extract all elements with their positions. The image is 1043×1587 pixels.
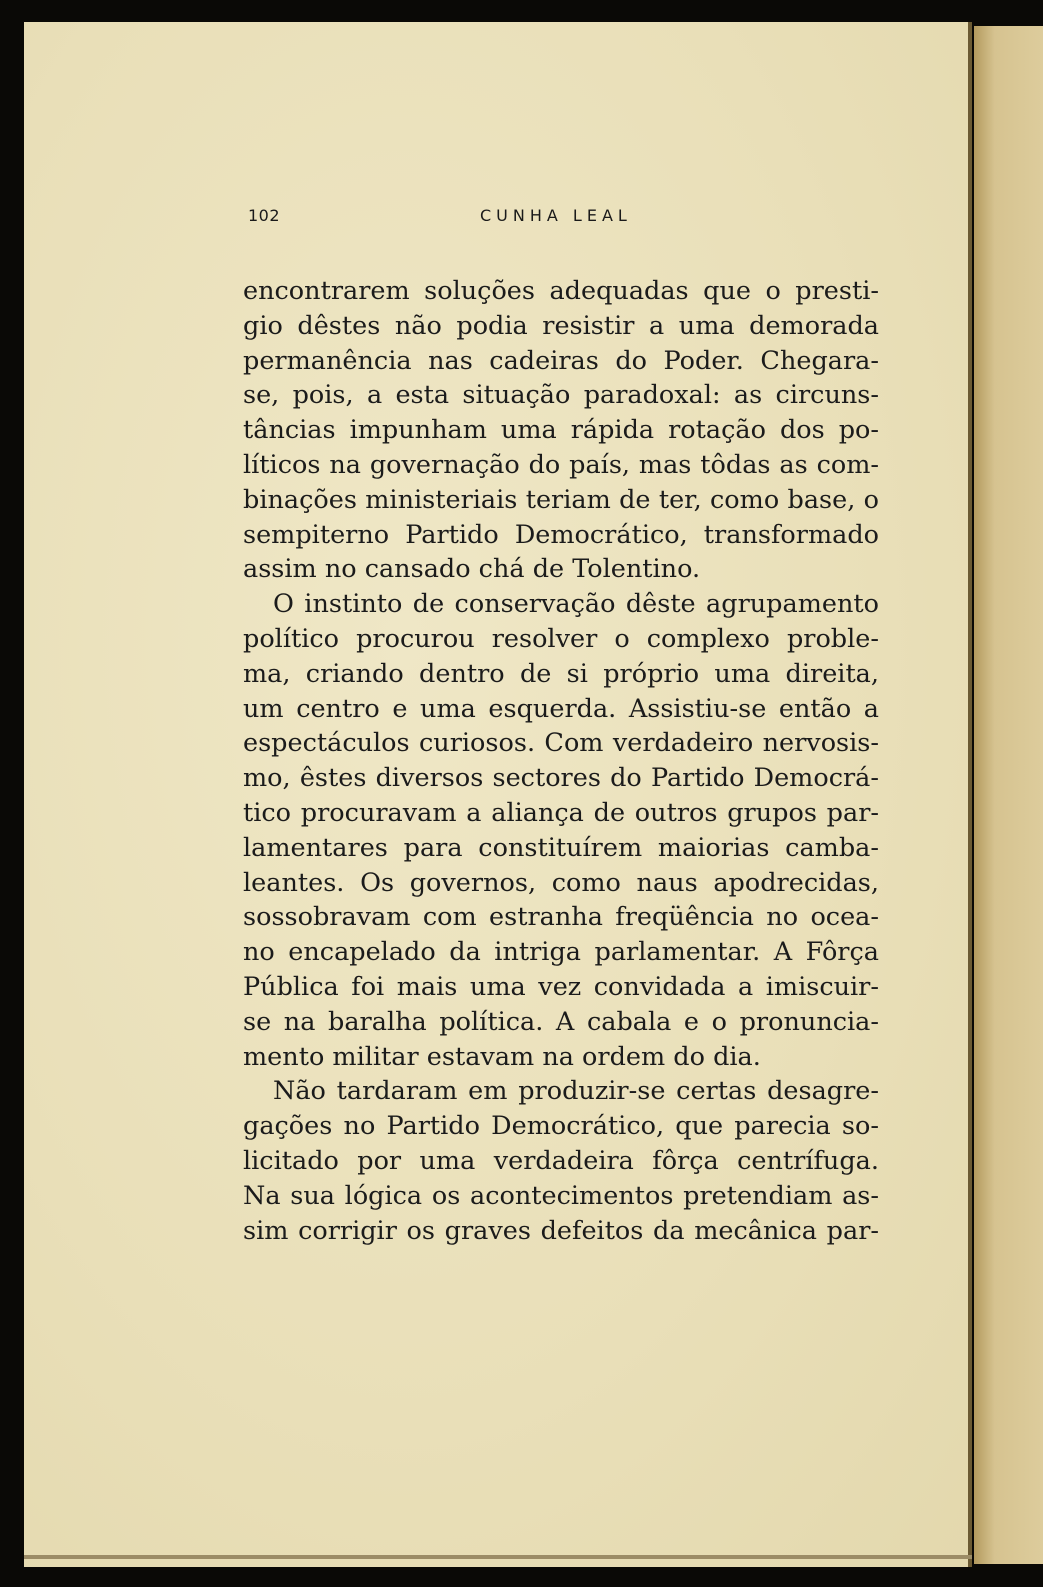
text-line: mento militar estavam na ordem do dia. (243, 1041, 761, 1072)
text-line: leantes. Os governos, como naus apodrecidas, (243, 867, 879, 898)
text-line: sempiterno Partido Democrático, transformado (243, 519, 879, 550)
page-bottom-edge (24, 1555, 972, 1559)
text-line: encontrarem soluções adequadas que o presti- (243, 276, 879, 306)
text-line: O instinto de conservação dêste agrupamento (273, 589, 879, 620)
text-line: um centro e uma esquerda. Assistiu-se então a (243, 693, 879, 724)
running-header (248, 206, 888, 230)
adjacent-page-edge (974, 26, 1043, 1564)
body-text (243, 274, 879, 1248)
text-line: permanência nas cadeiras do Poder. Chegara- (243, 345, 879, 376)
text-line: sim corrigir os graves defeitos da mecânica par- (243, 1215, 879, 1246)
text-line: espectáculos curiosos. Com verdadeiro nervosis- (243, 728, 879, 759)
text-line: líticos na governação do país, mas tôdas as com- (243, 449, 879, 480)
text-line: Pública foi mais uma vez convidada a imiscuir- (243, 971, 879, 1002)
text-line: gações no Partido Democrático, que parecia so- (243, 1111, 879, 1142)
text-line: tâncias impunham uma rápida rotação dos po- (243, 415, 879, 446)
text-line: ma, criando dentro de si próprio uma direita, (243, 658, 879, 689)
text-line: assim no cansado chá de Tolentino. (243, 554, 701, 585)
page-gutter (968, 22, 972, 1567)
text-line: se, pois, a esta situação paradoxal: as circuns- (243, 380, 879, 411)
text-line: licitado por uma verdadeira fôrça centrífuga. (243, 1145, 879, 1176)
text-line: binações ministeriais teriam de ter, como base, o (243, 484, 879, 515)
text-line: Não tardaram em produzir-se certas desagre- (273, 1076, 879, 1107)
text-line: político procurou resolver o complexo proble- (243, 623, 879, 654)
text-line: Na sua lógica os acontecimentos pretendiam as- (243, 1180, 879, 1211)
text-line: sossobravam com estranha freqüência no ocea- (243, 902, 879, 933)
text-line: gio dêstes não podia resistir a uma demorada (243, 310, 879, 341)
text-line: mo, êstes diversos sectores do Partido Democrá- (243, 763, 879, 794)
running-title: CUNHA LEAL (480, 206, 632, 225)
text-line: lamentares para constituírem maiorias camba- (243, 832, 879, 863)
text-line: tico procuravam a aliança de outros grupos par- (243, 797, 879, 828)
text-line: no encapelado da intriga parlamentar. A Fôrça (243, 937, 879, 968)
text-line: se na baralha política. A cabala e o pronuncia- (243, 1006, 879, 1037)
page-number: 102 (248, 206, 281, 225)
